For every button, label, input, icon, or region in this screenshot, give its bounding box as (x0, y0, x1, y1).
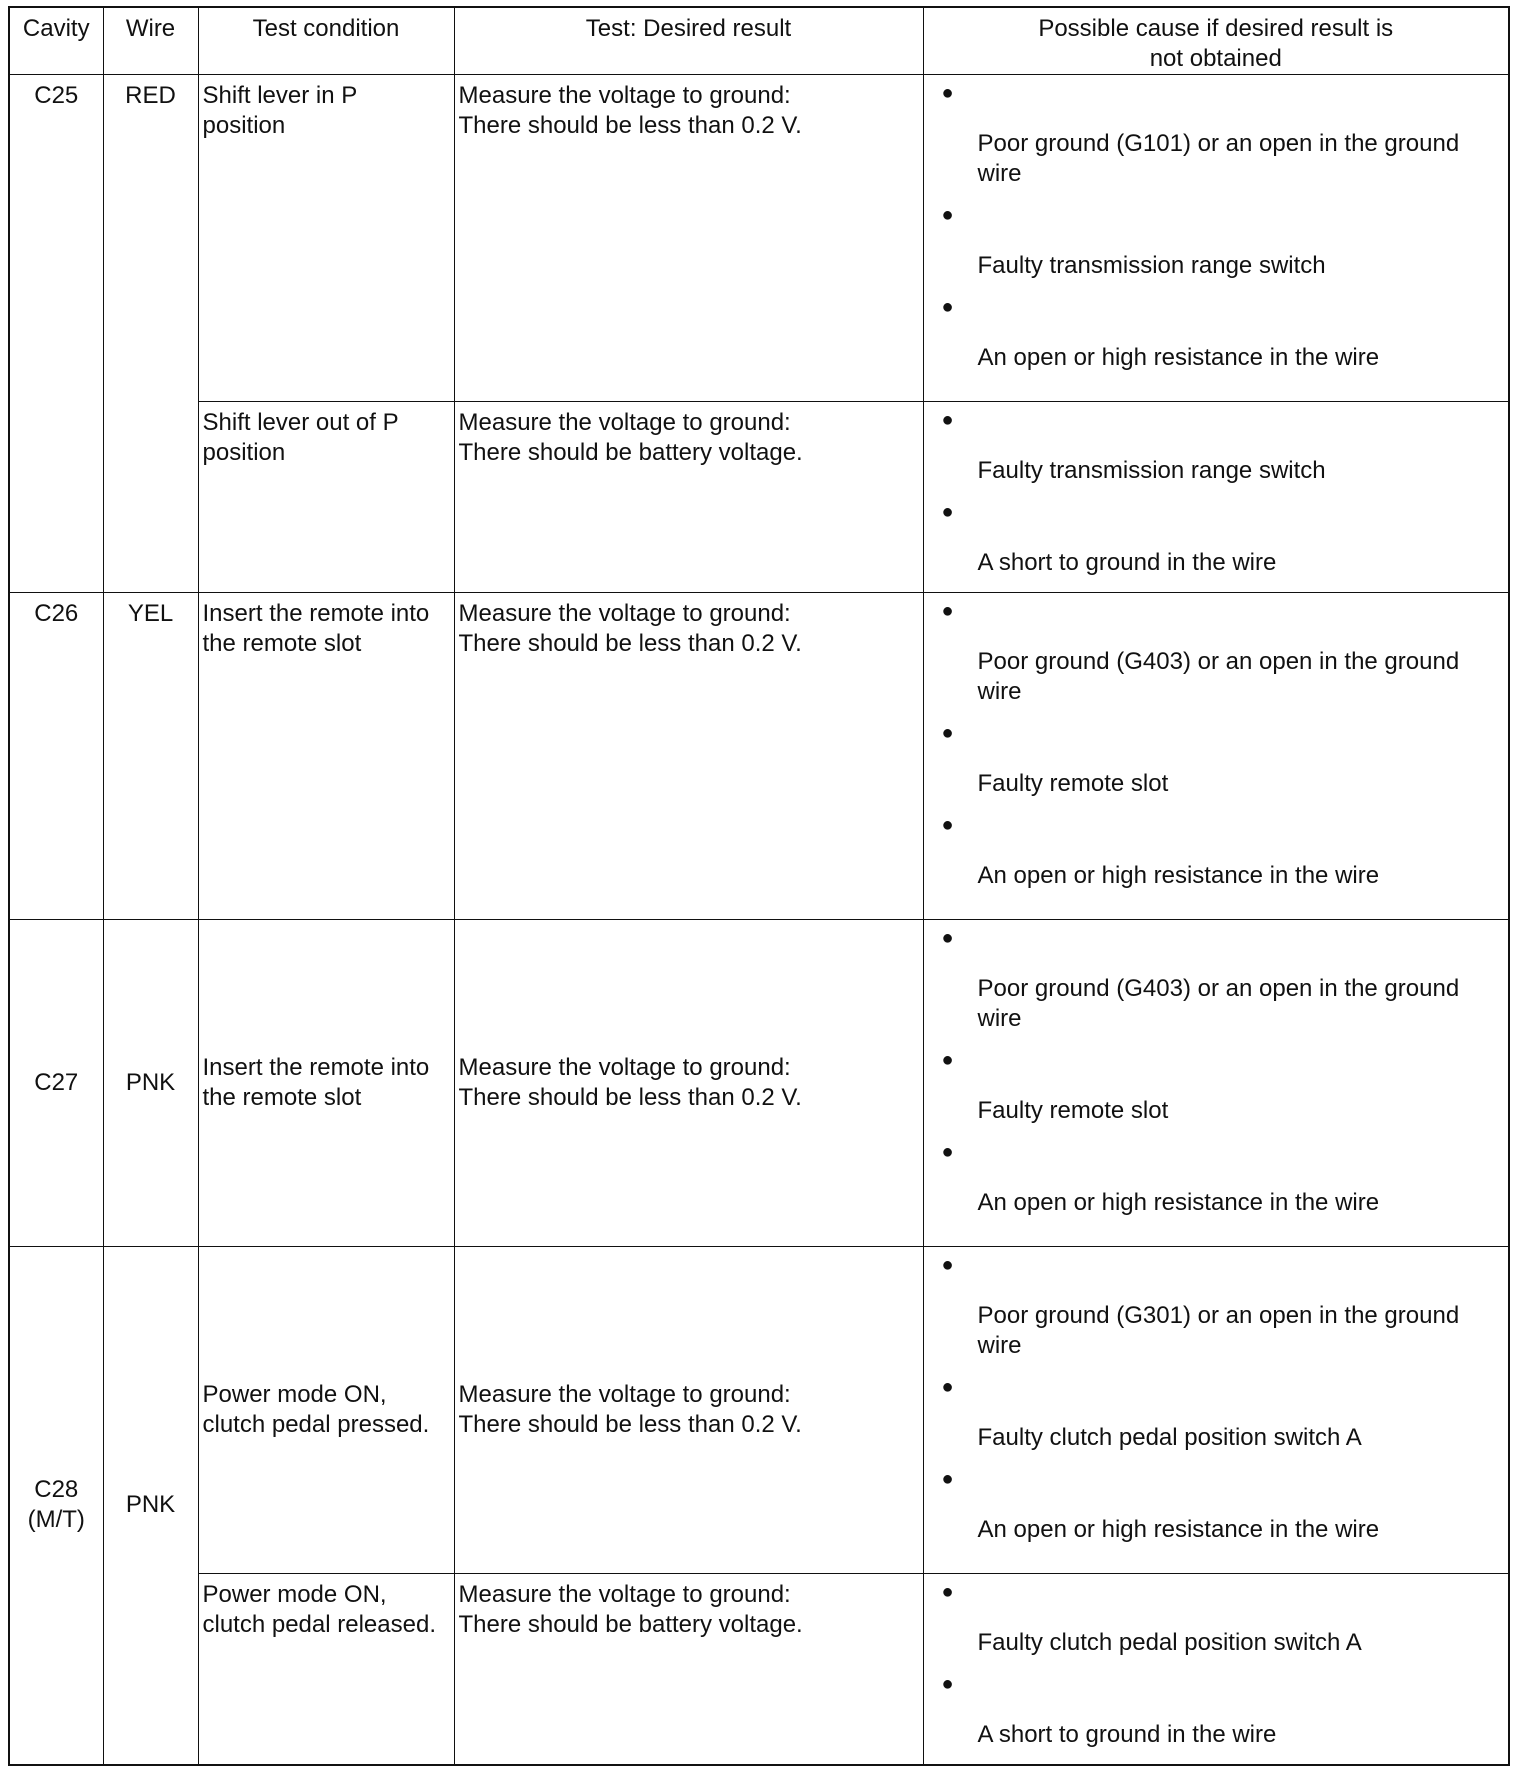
bullet-icon (942, 1672, 1499, 1694)
list-item: ● An open or high resistance in the wire (942, 813, 1499, 891)
bullet-icon (942, 1048, 1499, 1070)
list-item: ● Faulty transmission range switch (942, 408, 1499, 486)
possible-cause-cell (923, 920, 1509, 1247)
diagnostic-page (8, 6, 1508, 1762)
cavity-cell: C25 (9, 75, 103, 593)
table-row (9, 1247, 1509, 1574)
wire-cell: RED (103, 75, 198, 593)
test-condition-cell: Shift lever out of P position (198, 402, 454, 593)
possible-cause-cell (923, 1574, 1509, 1765)
header-wire: Wire (103, 7, 198, 75)
bullet-icon (942, 408, 1499, 430)
possible-cause-cell (923, 402, 1509, 593)
list-item: ● Faulty transmission range switch (942, 203, 1499, 281)
list-item: ● Poor ground (G403) or an open in the ground wire (942, 926, 1499, 1034)
list-item: ● Poor ground (G101) or an open in the ground wire (942, 81, 1499, 189)
bullet-icon (942, 926, 1499, 948)
list-item: ● An open or high resistance in the wire (942, 1140, 1499, 1218)
list-item: ● Faulty clutch pedal position switch A (942, 1375, 1499, 1453)
table-row (9, 75, 1509, 402)
cavity-cell: C28 (M/T) (9, 1247, 103, 1765)
desired-result-cell: Measure the voltage to ground: There should be less than 0.2 V. (454, 920, 923, 1247)
bullet-icon (942, 721, 1499, 743)
list-item: ● An open or high resistance in the wire (942, 1467, 1499, 1545)
list-item: ● Faulty clutch pedal position switch A (942, 1580, 1499, 1658)
header-cavity: Cavity (9, 7, 103, 75)
table-row (9, 593, 1509, 920)
bullet-icon (942, 1253, 1499, 1275)
wire-cell: PNK (103, 1247, 198, 1765)
header-row (9, 7, 1509, 75)
wire-cell: PNK (103, 920, 198, 1247)
bullet-icon (942, 295, 1499, 317)
test-condition-cell: Power mode ON, clutch pedal released. (198, 1574, 454, 1765)
bullet-icon (942, 1467, 1499, 1489)
test-condition-cell: Insert the remote into the remote slot (198, 593, 454, 920)
table-row (9, 1574, 1509, 1765)
cavity-cell: C27 (9, 920, 103, 1247)
desired-result-cell: Measure the voltage to ground: There should be less than 0.2 V. (454, 1247, 923, 1574)
list-item: ● An open or high resistance in the wire (942, 295, 1499, 373)
cavity-cell: C26 (9, 593, 103, 920)
bullet-icon (942, 599, 1499, 621)
test-condition-cell: Insert the remote into the remote slot (198, 920, 454, 1247)
desired-result-cell: Measure the voltage to ground: There should be less than 0.2 V. (454, 75, 923, 402)
wire-cell: YEL (103, 593, 198, 920)
list-item: ● A short to ground in the wire (942, 500, 1499, 578)
bullet-icon (942, 203, 1499, 225)
possible-cause-cell (923, 75, 1509, 402)
bullet-icon (942, 81, 1499, 103)
header-desired-result: Test: Desired result (454, 7, 923, 75)
list-item: ● Poor ground (G301) or an open in the ground wire (942, 1253, 1499, 1361)
bullet-icon (942, 1580, 1499, 1602)
list-item: ● Faulty remote slot (942, 721, 1499, 799)
desired-result-cell: Measure the voltage to ground: There should be less than 0.2 V. (454, 593, 923, 920)
table-row (9, 402, 1509, 593)
list-item: ● Poor ground (G403) or an open in the ground wire (942, 599, 1499, 707)
bullet-icon (942, 1375, 1499, 1397)
desired-result-cell: Measure the voltage to ground: There should be battery voltage. (454, 1574, 923, 1765)
bullet-icon (942, 1140, 1499, 1162)
test-condition-cell: Power mode ON, clutch pedal pressed. (198, 1247, 454, 1574)
header-test-condition: Test condition (198, 7, 454, 75)
diagnostic-table (8, 6, 1510, 1766)
possible-cause-cell (923, 1247, 1509, 1574)
desired-result-cell: Measure the voltage to ground: There should be battery voltage. (454, 402, 923, 593)
list-item: ● A short to ground in the wire (942, 1672, 1499, 1750)
bullet-icon (942, 813, 1499, 835)
possible-cause-cell (923, 593, 1509, 920)
header-possible-cause: Possible cause if desired result is not obtained (923, 7, 1509, 75)
bullet-icon (942, 500, 1499, 522)
table-row (9, 920, 1509, 1247)
list-item: ● Faulty remote slot (942, 1048, 1499, 1126)
test-condition-cell: Shift lever in P position (198, 75, 454, 402)
